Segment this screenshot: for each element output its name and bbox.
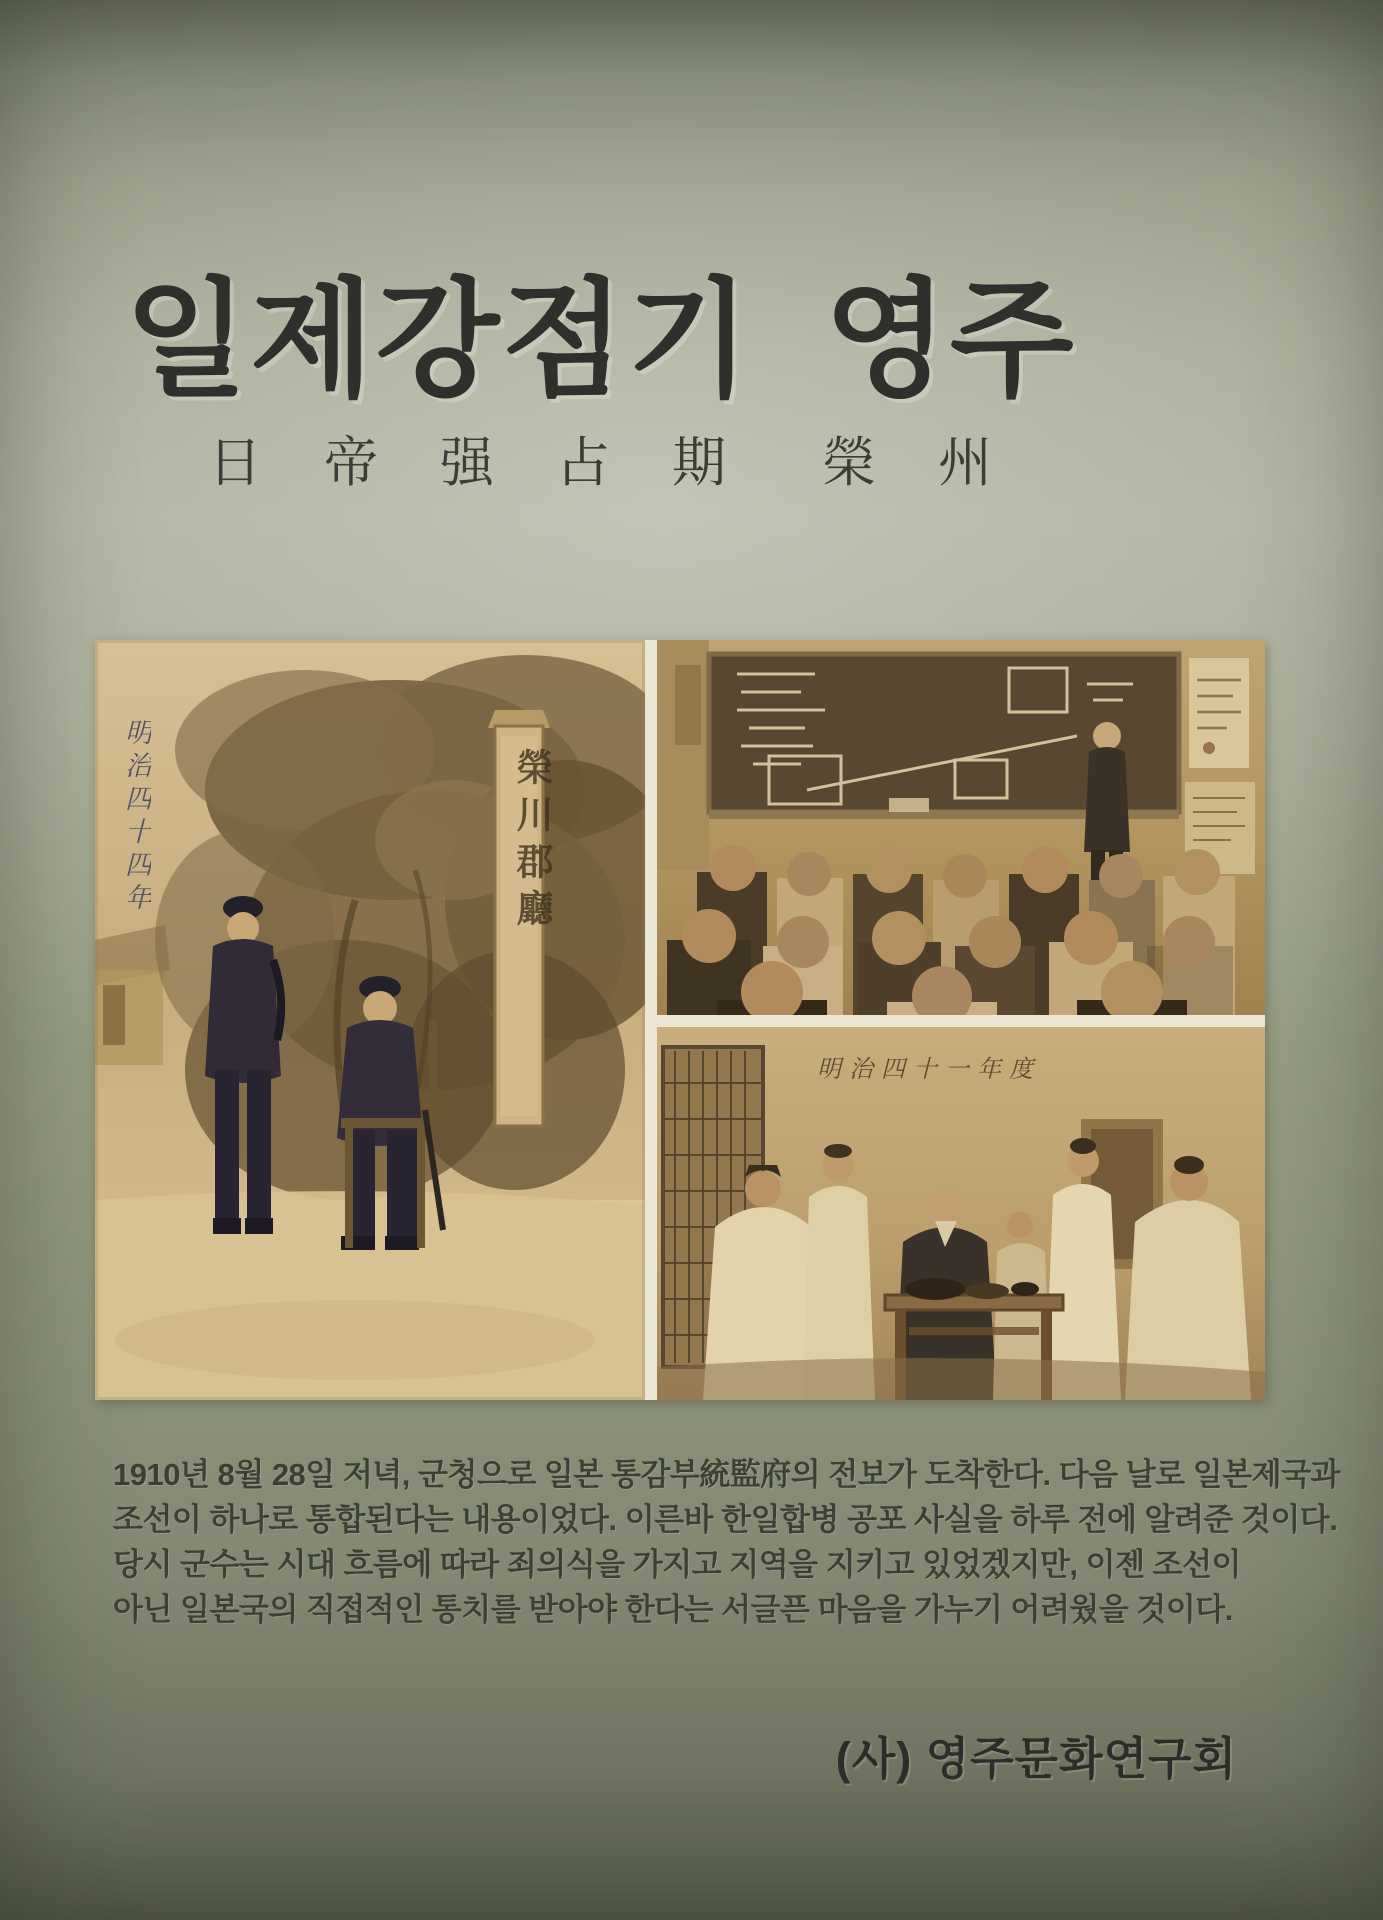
page-title: 일제강점기 영주 <box>124 269 1076 412</box>
handwritten-date-note: 明治四十四年 <box>121 718 151 916</box>
intro-line-2: 조선이 하나로 통합된다는 내용이었다. 이른바 한일합병 공포 사실을 하루 전에 알려준 것이다. <box>113 1502 1338 1537</box>
intro-line-1: 1910년 8월 28일 저녁, 군청으로 일본 통감부統監府의 전보가 도착한다. 다음 날로 일본제국과 <box>113 1457 1340 1492</box>
photo-classroom-lesson <box>657 640 1265 1015</box>
photo-group-portrait <box>657 1027 1265 1400</box>
hanja-word-1: 日帝强占期 <box>208 433 788 493</box>
hanja-subtitle <box>208 420 1054 497</box>
photo-county-office-officials <box>95 640 645 1400</box>
intro-line-4: 아닌 일본국의 직접적인 통치를 받아야 한다는 서글픈 마음을 가누기 어려웠을 것이다. <box>113 1592 1233 1627</box>
intro-paragraph <box>113 1452 1340 1632</box>
publisher-credit: (사) 영주문화연구회 <box>835 1733 1237 1784</box>
photo-collage <box>95 640 1265 1400</box>
classroom-photo-illustration <box>657 640 1265 1015</box>
county-office-photo-illustration <box>95 640 645 1400</box>
county-office-sign-text: 榮川郡廳 <box>510 748 551 936</box>
intro-line-3: 당시 군수는 시대 흐름에 따라 죄의식을 가지고 지역을 지키고 있었겠지만, 이젠 조선이 <box>113 1547 1241 1582</box>
hanja-word-2: 榮州 <box>822 433 1054 493</box>
handwritten-date-note: 明治四十一年度 <box>817 1057 1041 1083</box>
